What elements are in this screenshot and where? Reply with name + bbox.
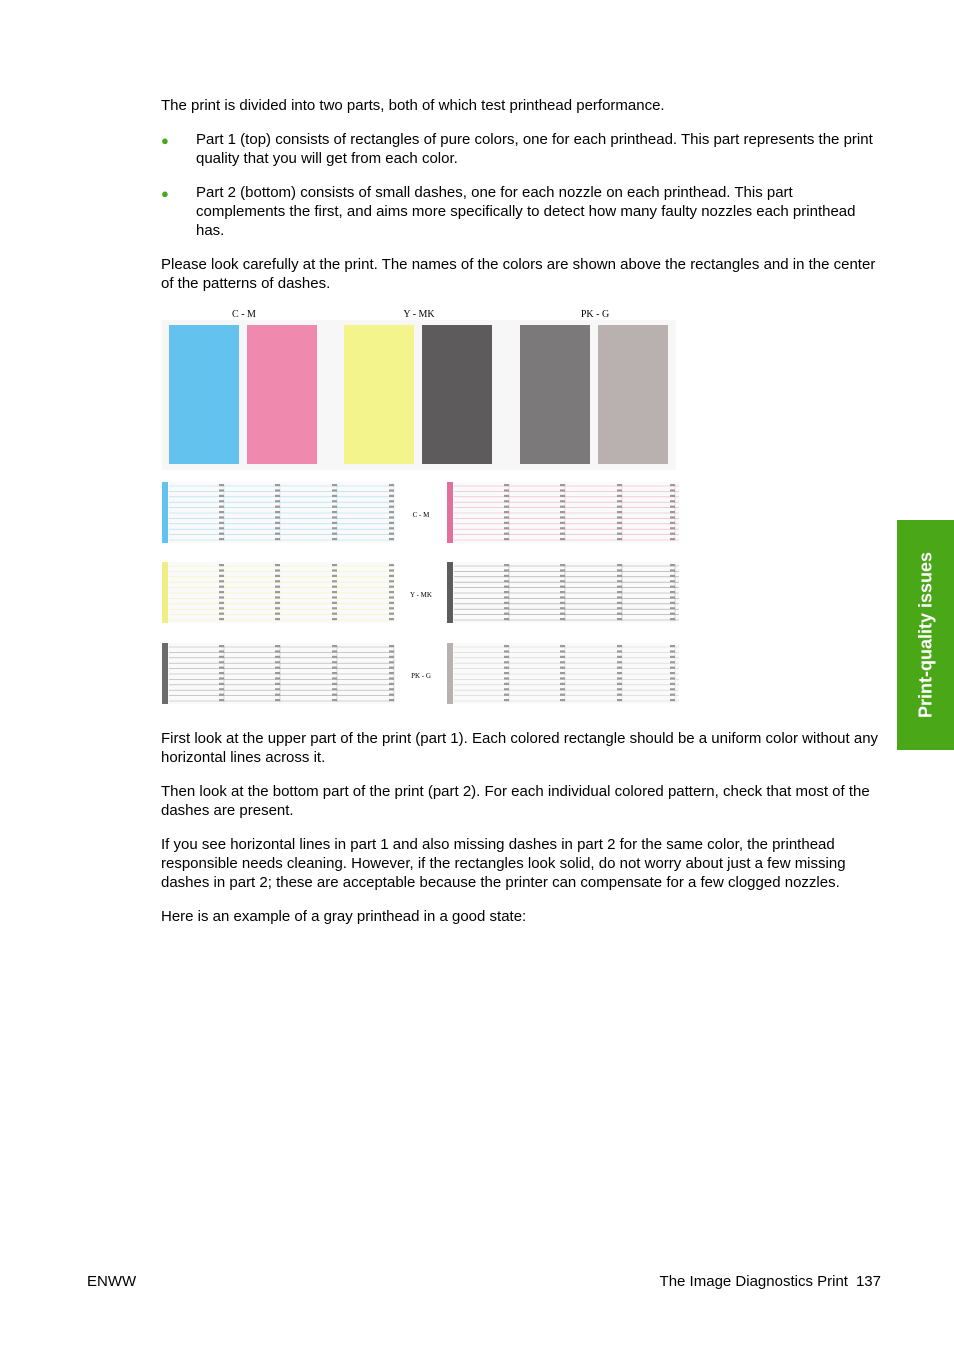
- nozzle-pattern-panel: [162, 562, 394, 623]
- part1-color-rectangle: [344, 325, 414, 464]
- bullet-text-part2: Part 2 (bottom) consists of small dashes, one for each nozzle on each printhead. This part complements the first, and aims more specifically to detect how many faulty nozzles each printhead has.: [196, 184, 856, 239]
- nozzle-pattern-panel: [162, 482, 394, 543]
- nozzle-pattern-panel: [447, 482, 679, 543]
- then-look-paragraph: Then look at the bottom part of the print (part 2). For each individual colored pattern, check that most of the dashes are present.: [161, 783, 870, 819]
- first-look-paragraph: First look at the upper part of the print (part 1). Each colored rectangle should be a uniform color without any horizontal lines across it.: [161, 730, 879, 766]
- part1-color-rectangle: [598, 325, 668, 464]
- footer-section-title: The Image Diagnostics Print: [659, 1273, 848, 1290]
- example-paragraph: Here is an example of a gray printhead in a good state:: [161, 908, 527, 925]
- part1-color-rectangle: [422, 325, 492, 464]
- nozzle-pattern-panel: [162, 643, 394, 704]
- bullet-text-part1: Part 1 (top) consists of rectangles of pure colors, one for each printhead. This part represents the print quality that you will get from each color.: [196, 131, 873, 167]
- footer-right: [652, 1272, 881, 1291]
- part1-group-label: C - M: [232, 309, 256, 320]
- footer-left: ENWW: [87, 1273, 137, 1290]
- part2-center-label: Y - MK: [410, 591, 432, 599]
- part2-center-label: C - M: [412, 511, 430, 519]
- section-side-tab: [897, 520, 954, 750]
- bullet-marker: ●: [161, 186, 169, 201]
- part2-center-label: PK - G: [411, 672, 431, 680]
- part1-group-label: PK - G: [580, 309, 610, 320]
- diagnostics-print-figure: [160, 305, 685, 710]
- part1-color-rectangle: [247, 325, 317, 464]
- part1-color-rectangle: [520, 325, 590, 464]
- bullet-marker: ●: [161, 133, 169, 148]
- part1-color-rectangle: [169, 325, 239, 464]
- page-number: 137: [855, 1273, 881, 1290]
- part1-group-label: Y - MK: [403, 309, 435, 320]
- look-paragraph: Please look carefully at the print. The names of the colors are shown above the rectangles and in the center of the patterns of dashes.: [161, 256, 876, 292]
- intro-paragraph: The print is divided into two parts, both of which test printhead performance.: [161, 97, 665, 114]
- cleaning-advice-paragraph: If you see horizontal lines in part 1 and also missing dashes in part 2 for the same color, the printhead responsible needs cleaning. However, if the rectangles look solid, do not worry about just a few missing dashes in part 2; these are acceptable because the printer can compensate for a few clogged nozzles.: [161, 836, 846, 891]
- section-side-tab-label: Print-quality issues: [915, 551, 935, 719]
- nozzle-pattern-panel: [447, 562, 679, 623]
- nozzle-pattern-panel: [447, 643, 679, 704]
